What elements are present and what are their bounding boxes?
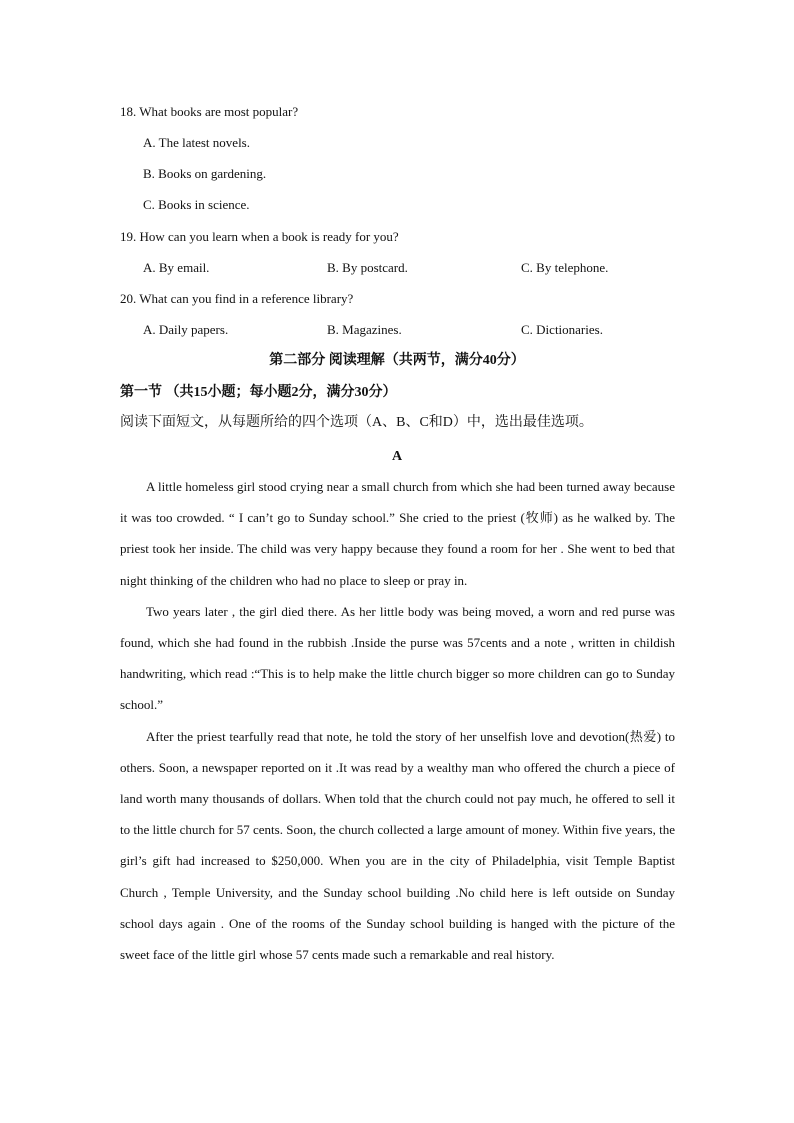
question-19-option-a: A. By email.	[143, 260, 210, 275]
question-20-stem: 20. What can you find in a reference library?	[120, 291, 354, 306]
question-20-option-c: C. Dictionaries.	[521, 322, 603, 337]
question-19-options	[0, 260, 794, 276]
question-19-stem: 19. How can you learn when a book is ready for you?	[120, 229, 399, 244]
question-18-option-a: A. The latest novels.	[143, 135, 250, 150]
question-20-option-b: B. Magazines.	[327, 322, 402, 337]
question-18-option-c: C. Books in science.	[143, 197, 250, 212]
passage-label: A	[391, 449, 403, 464]
question-18-option-b: B. Books on gardening.	[143, 166, 267, 181]
part-two-title: 第二部分 阅读理解（共两节，满分40分）	[269, 353, 525, 368]
question-19-option-b: B. By postcard.	[327, 260, 408, 275]
passage-body	[120, 471, 675, 970]
question-19-option-c: C. By telephone.	[521, 260, 609, 275]
question-20-options	[0, 322, 794, 338]
passage-paragraph: Two years later , the girl died there. As her little body was being moved, a worn and red purse was found, which she had found in the rubbish .Inside the purse was 57cents and a note , written in childish handwriting, which read :“This is to help make the little church bigger so more children can go to Sunday school.”	[120, 603, 675, 713]
section-instruction: 阅读下面短文，从每题所给的四个选项（A、B、C和D）中，选出最佳选项。	[120, 415, 593, 430]
section-one-title: 第一节 （共15小题；每小题2分，满分30分）	[120, 385, 397, 400]
passage-paragraph: After the priest tearfully read that note, he told the story of her unselfish love and devotion(热爱) to others. Soon, a newspaper reported on it .It was read by a wealthy man who offered the church a piece of land worth many thousands of dollars. When told that the church could not pay much, he offered to sell it to the little church for 57 cents. Soon, the church collected a large amount of money. Within five years, the girl’s gift had increased to $250,000. When you are in the city of Philadelphia, visit Temple Baptist Church , Temple University, and the Sunday school building .No child here is left outside on Sunday school days again . One of the rooms of the Sunday school building is hanged with the picture of the sweet face of the little girl whose 57 cents made such a remarkable and real history.	[120, 728, 675, 963]
question-20-option-a: A. Daily papers.	[143, 322, 229, 337]
question-18-stem: 18. What books are most popular?	[120, 104, 299, 119]
passage-paragraph: A little homeless girl stood crying near a small church from which she had been turned away because it was too crowded. “ I can’t go to Sunday school.” She cried to the priest (牧师) as he walked by. The priest took her inside. The child was very happy because they found a room for her . She went to bed that night thinking of the children who had no place to sleep or pray in.	[120, 479, 675, 588]
